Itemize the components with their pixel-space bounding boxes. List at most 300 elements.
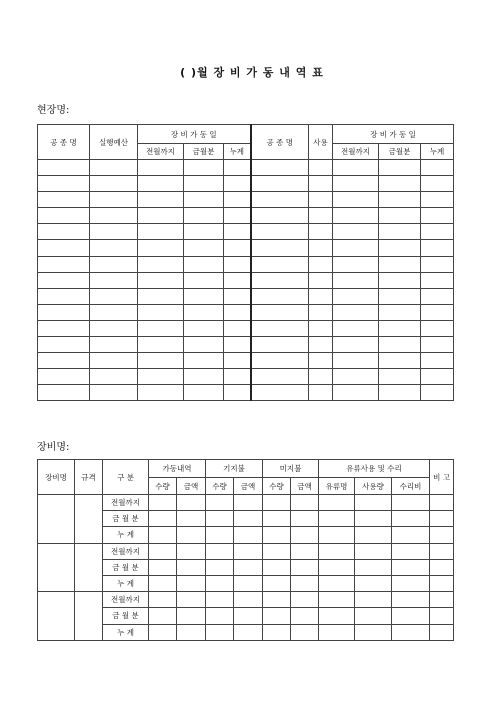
table-cell[interactable] xyxy=(177,575,206,591)
table-cell[interactable] xyxy=(90,385,138,401)
table-cell[interactable] xyxy=(184,208,224,224)
table-cell[interactable] xyxy=(184,272,224,288)
table-cell[interactable] xyxy=(90,320,138,336)
table-cell[interactable] xyxy=(234,559,263,575)
table-cell[interactable] xyxy=(224,353,251,369)
table-cell[interactable] xyxy=(319,575,355,591)
table-cell[interactable] xyxy=(291,608,319,624)
header-prev-month: 전월까지 xyxy=(138,144,184,160)
table-row xyxy=(38,192,454,208)
table-row xyxy=(38,543,454,559)
table-cell[interactable] xyxy=(234,495,263,511)
table-cell[interactable] xyxy=(309,385,333,401)
header-cumulative: 누계 xyxy=(224,144,251,160)
table-cell[interactable] xyxy=(421,160,454,176)
table-cell[interactable] xyxy=(421,224,454,240)
table-cell[interactable] xyxy=(224,369,251,385)
table-cell[interactable] xyxy=(206,511,234,527)
table-cell[interactable] xyxy=(138,256,184,272)
table-cell[interactable] xyxy=(224,320,251,336)
header-repair-cost: 수리비 xyxy=(392,478,430,495)
division-label: 누 계 xyxy=(103,624,149,640)
table-cell[interactable] xyxy=(177,511,206,527)
table-cell[interactable] xyxy=(90,369,138,385)
table-cell[interactable] xyxy=(421,192,454,208)
table-cell[interactable] xyxy=(149,575,177,591)
table-cell[interactable] xyxy=(319,592,355,608)
table-cell[interactable] xyxy=(333,385,379,401)
table-cell[interactable] xyxy=(177,527,206,543)
table-cell[interactable] xyxy=(309,272,333,288)
table-cell[interactable] xyxy=(333,192,379,208)
table-cell[interactable] xyxy=(177,624,206,640)
table-cell[interactable] xyxy=(379,304,421,320)
table-cell[interactable] xyxy=(138,369,184,385)
table-cell[interactable] xyxy=(177,592,206,608)
table-cell[interactable] xyxy=(224,208,251,224)
table-cell[interactable] xyxy=(177,543,206,559)
table-cell[interactable] xyxy=(355,624,392,640)
table-cell[interactable] xyxy=(263,624,291,640)
table-row xyxy=(38,592,454,608)
table-cell[interactable] xyxy=(149,543,177,559)
table-cell[interactable] xyxy=(138,272,184,288)
table-cell[interactable] xyxy=(206,608,234,624)
table-cell[interactable] xyxy=(149,495,177,511)
table-cell[interactable] xyxy=(149,608,177,624)
table-cell[interactable] xyxy=(184,240,224,256)
table-cell[interactable] xyxy=(309,176,333,192)
table-cell[interactable] xyxy=(224,288,251,304)
table-cell[interactable] xyxy=(234,608,263,624)
table-cell[interactable] xyxy=(251,385,309,401)
division-label: 금 월 분 xyxy=(103,608,149,624)
table-cell[interactable] xyxy=(421,369,454,385)
table-cell[interactable] xyxy=(421,272,454,288)
table-cell[interactable] xyxy=(392,495,430,511)
table-cell[interactable] xyxy=(430,511,454,527)
table-cell[interactable] xyxy=(38,160,90,176)
table-row xyxy=(38,495,454,511)
table-row xyxy=(38,256,454,272)
table-cell[interactable] xyxy=(392,624,430,640)
table-cell[interactable] xyxy=(309,192,333,208)
table-cell[interactable] xyxy=(138,353,184,369)
table-cell[interactable] xyxy=(234,511,263,527)
table-cell[interactable] xyxy=(430,559,454,575)
table-cell[interactable] xyxy=(90,192,138,208)
table-cell[interactable] xyxy=(309,353,333,369)
table-cell[interactable] xyxy=(430,575,454,591)
header-work-type-2: 공 종 명 xyxy=(251,125,309,160)
table-cell[interactable] xyxy=(90,176,138,192)
table-cell[interactable] xyxy=(38,353,90,369)
table-cell[interactable] xyxy=(309,288,333,304)
table-cell[interactable] xyxy=(319,511,355,527)
table-cell[interactable] xyxy=(309,337,333,353)
table-cell[interactable] xyxy=(234,543,263,559)
table-cell[interactable] xyxy=(234,592,263,608)
table-cell[interactable] xyxy=(319,495,355,511)
table-cell[interactable] xyxy=(333,160,379,176)
table-cell[interactable] xyxy=(379,353,421,369)
table-cell[interactable] xyxy=(251,353,309,369)
table-cell[interactable] xyxy=(333,304,379,320)
header-this-month-2: 금월분 xyxy=(379,144,421,160)
table-cell[interactable] xyxy=(149,559,177,575)
table-cell[interactable] xyxy=(38,224,90,240)
table-cell[interactable] xyxy=(421,288,454,304)
header-equip-days: 장 비 가 동 일 xyxy=(138,125,251,144)
table-cell[interactable] xyxy=(38,192,90,208)
table-cell[interactable] xyxy=(90,208,138,224)
table-cell[interactable] xyxy=(355,608,392,624)
header-qty: 수량 xyxy=(149,478,177,495)
table-cell[interactable] xyxy=(355,543,392,559)
table-cell[interactable] xyxy=(379,224,421,240)
table-cell[interactable] xyxy=(355,575,392,591)
table-cell[interactable] xyxy=(379,385,421,401)
table-cell[interactable] xyxy=(392,543,430,559)
division-label: 금 월 분 xyxy=(103,559,149,575)
table-cell[interactable] xyxy=(309,320,333,336)
table-cell[interactable] xyxy=(138,320,184,336)
table-cell[interactable] xyxy=(333,353,379,369)
table-cell[interactable] xyxy=(291,575,319,591)
header-amount-3: 금액 xyxy=(291,478,319,495)
table-row xyxy=(38,385,454,401)
table-cell[interactable] xyxy=(263,495,291,511)
table-row xyxy=(38,337,454,353)
table-cell[interactable] xyxy=(309,224,333,240)
table-cell[interactable] xyxy=(206,592,234,608)
table-cell[interactable] xyxy=(177,495,206,511)
table-row xyxy=(38,353,454,369)
table-cell[interactable] xyxy=(263,511,291,527)
table-row xyxy=(38,160,454,176)
equipment-days-table xyxy=(37,124,454,401)
table-cell[interactable] xyxy=(177,559,206,575)
table-cell[interactable] xyxy=(149,624,177,640)
table-cell[interactable] xyxy=(355,592,392,608)
header-cumulative-2: 누계 xyxy=(421,144,454,160)
division-label: 누 계 xyxy=(103,575,149,591)
table-cell[interactable] xyxy=(251,240,309,256)
table-cell[interactable] xyxy=(184,176,224,192)
table-cell[interactable] xyxy=(90,240,138,256)
table-cell[interactable] xyxy=(421,176,454,192)
table-cell[interactable] xyxy=(251,337,309,353)
header-equip-days-2: 장 비 가 동 일 xyxy=(333,125,454,144)
table-cell[interactable] xyxy=(379,240,421,256)
table-cell[interactable] xyxy=(263,575,291,591)
header-qty-2: 수량 xyxy=(206,478,234,495)
table-cell[interactable] xyxy=(392,527,430,543)
table-cell[interactable] xyxy=(355,527,392,543)
equip-name-cell[interactable] xyxy=(38,495,75,544)
table-cell[interactable] xyxy=(251,176,309,192)
table-cell[interactable] xyxy=(234,624,263,640)
table-cell[interactable] xyxy=(38,337,90,353)
table-cell[interactable] xyxy=(421,240,454,256)
table-cell[interactable] xyxy=(333,320,379,336)
table-cell[interactable] xyxy=(291,592,319,608)
header-fuel-use: 사용량 xyxy=(355,478,392,495)
table-cell[interactable] xyxy=(430,543,454,559)
table-cell[interactable] xyxy=(138,385,184,401)
table-cell[interactable] xyxy=(184,385,224,401)
table-cell[interactable] xyxy=(38,369,90,385)
table-cell[interactable] xyxy=(138,160,184,176)
table-cell[interactable] xyxy=(392,575,430,591)
table-cell[interactable] xyxy=(184,304,224,320)
table-cell[interactable] xyxy=(392,559,430,575)
table-cell[interactable] xyxy=(309,304,333,320)
table-cell[interactable] xyxy=(184,353,224,369)
table-cell[interactable] xyxy=(392,592,430,608)
header-operation: 가동내역 xyxy=(149,460,206,478)
table-cell[interactable] xyxy=(430,495,454,511)
table-cell[interactable] xyxy=(206,543,234,559)
table-cell[interactable] xyxy=(184,160,224,176)
table-cell[interactable] xyxy=(234,527,263,543)
header-usage: 사용 xyxy=(309,125,333,160)
table-cell[interactable] xyxy=(319,624,355,640)
table-cell[interactable] xyxy=(319,608,355,624)
spec-cell[interactable] xyxy=(75,543,103,592)
table-cell[interactable] xyxy=(38,272,90,288)
table-cell[interactable] xyxy=(184,192,224,208)
table-cell[interactable] xyxy=(355,559,392,575)
table-cell[interactable] xyxy=(421,385,454,401)
division-label: 누 계 xyxy=(103,527,149,543)
table-cell[interactable] xyxy=(38,385,90,401)
table-cell[interactable] xyxy=(379,176,421,192)
table-cell[interactable] xyxy=(430,608,454,624)
header-fuel-repair: 유류사용 및 수리 xyxy=(319,460,430,478)
table-cell[interactable] xyxy=(291,527,319,543)
table-cell[interactable] xyxy=(206,624,234,640)
table-cell[interactable] xyxy=(379,208,421,224)
table-cell[interactable] xyxy=(291,559,319,575)
table-cell[interactable] xyxy=(333,288,379,304)
table-cell[interactable] xyxy=(138,304,184,320)
table-cell[interactable] xyxy=(319,527,355,543)
table-cell[interactable] xyxy=(355,495,392,511)
table-cell[interactable] xyxy=(379,337,421,353)
table-cell[interactable] xyxy=(309,160,333,176)
table-cell[interactable] xyxy=(90,353,138,369)
table-row xyxy=(38,208,454,224)
table-cell[interactable] xyxy=(263,592,291,608)
table-cell[interactable] xyxy=(206,559,234,575)
table-cell[interactable] xyxy=(224,256,251,272)
table-cell[interactable] xyxy=(251,224,309,240)
table-cell[interactable] xyxy=(379,288,421,304)
table-cell[interactable] xyxy=(38,176,90,192)
table-cell[interactable] xyxy=(392,608,430,624)
table-cell[interactable] xyxy=(251,160,309,176)
table-cell[interactable] xyxy=(224,272,251,288)
header-division: 구 분 xyxy=(103,460,149,495)
table-cell[interactable] xyxy=(421,320,454,336)
table-cell[interactable] xyxy=(90,272,138,288)
table-cell[interactable] xyxy=(379,272,421,288)
table-cell[interactable] xyxy=(184,320,224,336)
table-cell[interactable] xyxy=(38,320,90,336)
table-cell[interactable] xyxy=(319,559,355,575)
table-cell[interactable] xyxy=(379,192,421,208)
header-qty-3: 수량 xyxy=(263,478,291,495)
table-cell[interactable] xyxy=(251,272,309,288)
table-cell[interactable] xyxy=(333,256,379,272)
table-cell[interactable] xyxy=(184,369,224,385)
table-cell[interactable] xyxy=(309,208,333,224)
table-cell[interactable] xyxy=(138,208,184,224)
table-cell[interactable] xyxy=(333,208,379,224)
table-cell[interactable] xyxy=(90,224,138,240)
table-cell[interactable] xyxy=(333,224,379,240)
table-cell[interactable] xyxy=(309,256,333,272)
table-cell[interactable] xyxy=(430,624,454,640)
table-row xyxy=(38,176,454,192)
site-name-label: 현장명: xyxy=(37,105,70,116)
table-cell[interactable] xyxy=(138,224,184,240)
table-cell[interactable] xyxy=(291,495,319,511)
header-this-month: 금월분 xyxy=(184,144,224,160)
table-cell[interactable] xyxy=(251,192,309,208)
table-cell[interactable] xyxy=(224,337,251,353)
table-cell[interactable] xyxy=(90,288,138,304)
table-cell[interactable] xyxy=(206,495,234,511)
table-cell[interactable] xyxy=(333,369,379,385)
table-cell[interactable] xyxy=(421,208,454,224)
table-cell[interactable] xyxy=(421,304,454,320)
equip-name-cell[interactable] xyxy=(38,543,75,592)
table-cell[interactable] xyxy=(90,160,138,176)
table-cell[interactable] xyxy=(184,288,224,304)
table-cell[interactable] xyxy=(251,320,309,336)
table-cell[interactable] xyxy=(138,240,184,256)
equipment-cost-table xyxy=(37,459,454,641)
table-cell[interactable] xyxy=(430,592,454,608)
table-cell[interactable] xyxy=(379,256,421,272)
header-prev-month-2: 전월까지 xyxy=(333,144,379,160)
header-paid: 기지불 xyxy=(206,460,263,478)
table-cell[interactable] xyxy=(251,208,309,224)
table-cell[interactable] xyxy=(206,575,234,591)
table-cell[interactable] xyxy=(421,256,454,272)
table-cell[interactable] xyxy=(90,304,138,320)
table-cell[interactable] xyxy=(333,337,379,353)
table-cell[interactable] xyxy=(309,369,333,385)
equipment-days-body xyxy=(38,160,454,401)
table-cell[interactable] xyxy=(421,353,454,369)
table-cell[interactable] xyxy=(333,272,379,288)
table-cell[interactable] xyxy=(90,337,138,353)
table-row xyxy=(38,288,454,304)
table-cell[interactable] xyxy=(184,256,224,272)
table-cell[interactable] xyxy=(379,160,421,176)
table-cell[interactable] xyxy=(319,543,355,559)
table-cell[interactable] xyxy=(309,240,333,256)
table-cell[interactable] xyxy=(38,240,90,256)
table-cell[interactable] xyxy=(149,592,177,608)
table-cell[interactable] xyxy=(251,288,309,304)
table-cell[interactable] xyxy=(234,575,263,591)
table-cell[interactable] xyxy=(251,304,309,320)
table-cell[interactable] xyxy=(177,608,206,624)
table-row xyxy=(38,304,454,320)
table-cell[interactable] xyxy=(184,337,224,353)
table-cell[interactable] xyxy=(224,224,251,240)
table-row xyxy=(38,224,454,240)
table-cell[interactable] xyxy=(251,369,309,385)
table-cell[interactable] xyxy=(263,527,291,543)
table-row xyxy=(38,320,454,336)
table-cell[interactable] xyxy=(138,288,184,304)
table-cell[interactable] xyxy=(138,176,184,192)
table-row xyxy=(38,369,454,385)
spec-cell[interactable] xyxy=(75,495,103,544)
table-cell[interactable] xyxy=(149,527,177,543)
table-cell[interactable] xyxy=(263,543,291,559)
division-label: 금 월 분 xyxy=(103,511,149,527)
table-cell[interactable] xyxy=(421,337,454,353)
header-amount: 금액 xyxy=(177,478,206,495)
table-cell[interactable] xyxy=(138,337,184,353)
table-cell[interactable] xyxy=(224,385,251,401)
table-cell[interactable] xyxy=(224,176,251,192)
table-cell[interactable] xyxy=(392,511,430,527)
table-cell[interactable] xyxy=(149,511,177,527)
table-cell[interactable] xyxy=(38,256,90,272)
division-label: 전월까지 xyxy=(103,543,149,559)
table-cell[interactable] xyxy=(224,160,251,176)
equip-name-cell[interactable] xyxy=(38,592,75,641)
division-label: 전월까지 xyxy=(103,495,149,511)
table-cell[interactable] xyxy=(206,527,234,543)
table-cell[interactable] xyxy=(379,369,421,385)
page-title: ( )월 장 비 가 동 내 역 표 xyxy=(180,66,324,79)
table-cell[interactable] xyxy=(184,224,224,240)
table-cell[interactable] xyxy=(38,208,90,224)
table-cell[interactable] xyxy=(333,176,379,192)
table-cell[interactable] xyxy=(333,240,379,256)
table-cell[interactable] xyxy=(355,511,392,527)
table-cell[interactable] xyxy=(379,320,421,336)
table-cell[interactable] xyxy=(224,240,251,256)
table-cell[interactable] xyxy=(291,543,319,559)
table-cell[interactable] xyxy=(38,288,90,304)
table-cell[interactable] xyxy=(291,511,319,527)
table-cell[interactable] xyxy=(224,304,251,320)
table-cell[interactable] xyxy=(291,624,319,640)
table-cell[interactable] xyxy=(263,559,291,575)
table-cell[interactable] xyxy=(224,192,251,208)
table-cell[interactable] xyxy=(263,608,291,624)
table-cell[interactable] xyxy=(90,256,138,272)
table-row xyxy=(38,240,454,256)
division-label: 전월까지 xyxy=(103,592,149,608)
table-cell[interactable] xyxy=(251,256,309,272)
table-cell[interactable] xyxy=(38,304,90,320)
spec-cell[interactable] xyxy=(75,592,103,641)
table-cell[interactable] xyxy=(138,192,184,208)
equipment-cost-body xyxy=(38,495,454,641)
header-budget: 실행예산 xyxy=(90,125,138,160)
table-cell[interactable] xyxy=(430,527,454,543)
